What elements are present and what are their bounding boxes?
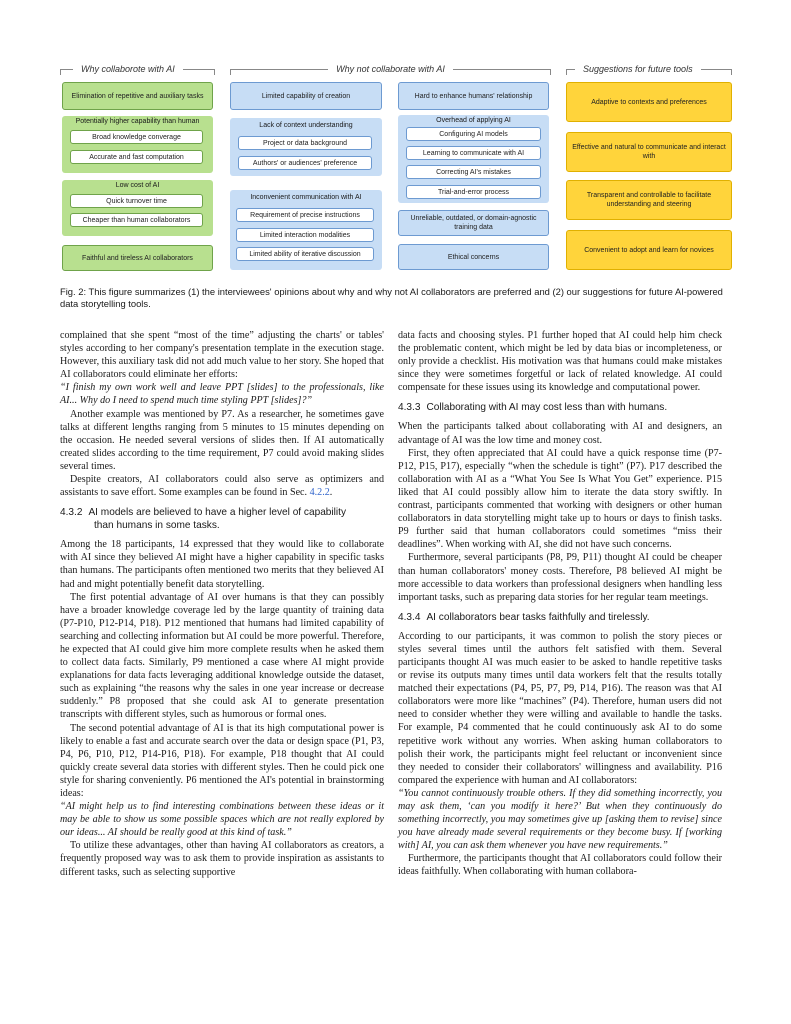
paragraph: The second potential advantage of AI is that its high computational power is likely to enable a fast and accurate search over the data or design space (P1, P3, P4, P6, P10, P12, P14-P16, P18). For example, P18 thought that AI could quickly create several data stories with different styles. Then he could pick one style for sharing conveniently. P6 mentioned the AI's potential in brainstorming ideas: — [60, 722, 384, 799]
section-link[interactable]: 4.2.2 — [309, 487, 330, 499]
header-why: Why collaborote with AI — [60, 62, 215, 76]
header-why-not: Why not collaborate with AI — [230, 62, 551, 76]
why-accurate-computation: Accurate and fast computation — [70, 150, 203, 164]
whynot-authors-preference: Authors' or audiences' preference — [238, 156, 372, 170]
whynot-correcting-mistakes: Correcting AI's mistakes — [406, 165, 541, 179]
paragraph: Another example was mentioned by P7. As a researcher, he sometimes gave talks at different lengths ranging from 5 minutes to 15 minutes depending on the occasion. He needed several versions of slides then. If AI automatically created slides according to the time requirement, P7 could avoid making slides several times. — [60, 408, 384, 472]
whynot-project-background: Project or data background — [238, 136, 372, 150]
quote: “You cannot continuously trouble others. If they did something incorrectly, you may ask them, ‘can you modify it here?’ But when they continuously do something incorrectly, you may sometimes give up [asking them to revise] since you have already made several requirements or they become busy. If [working with] AI, you can ask them whenever you have new requirements.” — [398, 787, 722, 852]
whynot-learning-communicate: Learning to communicate with AI — [406, 146, 541, 160]
why-cheaper: Cheaper than human collaborators — [70, 213, 203, 227]
whynot-interaction-modalities: Limited interaction modalities — [236, 228, 374, 242]
section-heading-4-3-3: 4.3.3 Collaborating with AI may cost less than with humans. — [398, 402, 668, 414]
figure-2 — [60, 62, 732, 276]
header-suggestions: Suggestions for future tools — [566, 62, 732, 76]
why-broad-knowledge: Broad knowledge converage — [70, 130, 203, 144]
why-repetitive-tasks: Elimination of repetitive and auxiliary tasks — [62, 82, 213, 110]
whynot-overhead-group: Overhead of applying AI Configuring AI models Learning to communicate with AI Correcting AI's mistakes Trial-and-error process — [398, 115, 549, 203]
paragraph: To utilize these advantages, other than having AI collaborators as creators, a frequently proposed way was to ask them to provide inspiration as assistants to different tasks, such as selecting supportive — [60, 840, 384, 878]
paragraph: First, they often appreciated that AI could have a quick response time (P7-P12, P15, P17), especially “when the schedule is tight” (P7). P17 described the collaboration with AI as a “What You See Is What You Get” experience. P15 liked that AI could possibly allow him to iterate the data story swiftly. In contrast, participants commented that working with designers or other human collaborators in data storytelling might take up to hours or days to finish tasks. P9 further said that human collaborators could sometimes “miss their deadlines”. When working with AI, she did not have such concerns. — [398, 447, 722, 551]
paragraph: Furthermore, several participants (P8, P9, P11) thought AI could be cheaper than human collaborators' money costs. Therefore, P8 believed AI might be more accessible to data workers than professional designers when handling less important tasks, such as preparing data stories for her regular team meetings. — [398, 552, 722, 603]
whynot-training-data: Unreliable, outdated, or domain-agnostic training data — [398, 210, 549, 236]
quote: “AI might help us to find interesting combinations between these ideas or it may be able to show us some possible spaces which are not really explored by our ideas... AI should be really good at this kind of task.” — [60, 801, 384, 839]
why-quick-turnover: Quick turnover time — [70, 194, 203, 208]
paragraph: According to our participants, it was common to polish the story pieces or styles several times until the authors felt satisfied with them. Several participants thought AI was much easier to be asked to handle repetitive tasks or revise its outputs many times until data workers felt that the results totally matched their expectations (P4, P5, P7, P9, P14, P16). The reason was that AI collaborators were more like “machines” (P4). Therefore, human users did not need to consider whether they were willing and available to handle the tasks. For example, P4 commented that he could continuously ask AI to do some repetitive work without any worries. When asking human collaborators to polish their work, the participants might feel reluctant or inconvenient since they needed to consider their collaborators' willingness and availability. P16 compared the experience with human and AI collaborators: — [398, 630, 722, 786]
whynot-iterative-discussion: Limited ability of iterative discussion — [236, 247, 374, 261]
paragraph: The first potential advantage of AI over humans is that they can possibly have a broader knowledge coverage led by the large quantity of training data (P7-P10, P12-P14, P18). P12 mentioned that humans had limited capability of searching and collecting information but AI could be more powerful. Therefore, he expected that AI could give him more complete results when he asked them to collect data facts. Similarly, P9 mentioned a case where AI might provide explanations for data facts leveraging additional knowledge outside the dataset, such as explaining “the reasons why the sales in one year increase or decrease suddenly.” P8 proposed that she could ask AI to generate presentation transcripts with different styles, such as humorous or formal ones. — [60, 591, 384, 721]
paragraph: Furthermore, the participants thought that AI collaborators could follow their ideas faithfully. When collaborating with human collabora- — [398, 853, 722, 878]
paragraph: data facts and choosing styles. P1 further hoped that AI could help him check the problematic content, which might be led by data bias or incompleteness, or only provide a checklist. His motivation was that humans could make mistakes since they were sometimes forgetful or lack of related knowledge. AI could compensate for these issues using its knowledge and computational power. — [398, 330, 722, 394]
whynot-limited-creation: Limited capability of creation — [230, 82, 382, 110]
left-column — [60, 329, 384, 879]
whynot-communication-group: Inconvenient communication with AI Requirement of precise instructions Limited interaction modalities Limited ability of iterative discussion — [230, 190, 382, 270]
figure-caption: Fig. 2: This figure summarizes (1) the interviewees' opinions about why and why not AI collaborators are preferred and (2) our suggestions for future AI-powered data storytelling tools. — [60, 286, 723, 309]
whynot-relationship: Hard to enhance humans' relationship — [398, 82, 549, 110]
why-higher-capability-group: Potentially higher capability than human Broad knowledge converage Accurate and fast computation — [62, 116, 213, 173]
whynot-context-group: Lack of context understanding Project or data background Authors' or audiences' preference — [230, 118, 382, 176]
whynot-configuring: Configuring AI models — [406, 127, 541, 141]
section-heading-4-3-4: 4.3.4 AI collaborators bear tasks faithfully and tirelessly. — [398, 611, 650, 623]
why-faithful: Faithful and tireless AI collaborators — [62, 245, 213, 271]
why-low-cost-group: Low cost of AI Quick turnover time Cheaper than human collaborators — [62, 180, 213, 236]
whynot-precise-instructions: Requirement of precise instructions — [236, 208, 374, 222]
paragraph: When the participants talked about collaborating with AI and designers, an advantage of AI was the low time and money cost. — [398, 421, 722, 446]
paragraph: Among the 18 participants, 14 expressed that they would like to collaborate with AI since they believed AI might have a higher capability in specific tasks than humans. The participants often mentioned two merits that they believed AI had and might potentially benefit data storytelling. — [60, 539, 384, 590]
section-heading-4-3-2: 4.3.2 AI models are believed to have a higher level of capability than humans in some tasks. — [60, 507, 346, 532]
suggestion-effective: Effective and natural to communicate and interact with — [566, 132, 732, 172]
whynot-ethical: Ethical concerns — [398, 244, 549, 270]
right-column — [398, 329, 722, 879]
suggestion-convenient: Convenient to adopt and learn for novices — [566, 230, 732, 270]
suggestion-transparent: Transparent and controllable to facilitate understanding and steering — [566, 180, 732, 220]
paragraph: complained that she spent “most of the time” adjusting the charts' or tables' styles according to her company's presentation template in the execution stage. However, this auxiliary task did not add much value to her story. She hoped that AI collaborators could eliminate her efforts: — [60, 330, 384, 381]
quote: “I finish my own work well and leave PPT [slides] to the professionals, like AI... Why do I need to spend much time styling PPT [slides]?” — [60, 382, 384, 407]
suggestion-adaptive: Adaptive to contexts and preferences — [566, 82, 732, 122]
paragraph: Despite creators, AI collaborators could also serve as optimizers and assistants to save effort. Some examples can be found in Sec. 4.2.2. — [60, 474, 384, 499]
whynot-trial-error: Trial-and-error process — [406, 185, 541, 199]
